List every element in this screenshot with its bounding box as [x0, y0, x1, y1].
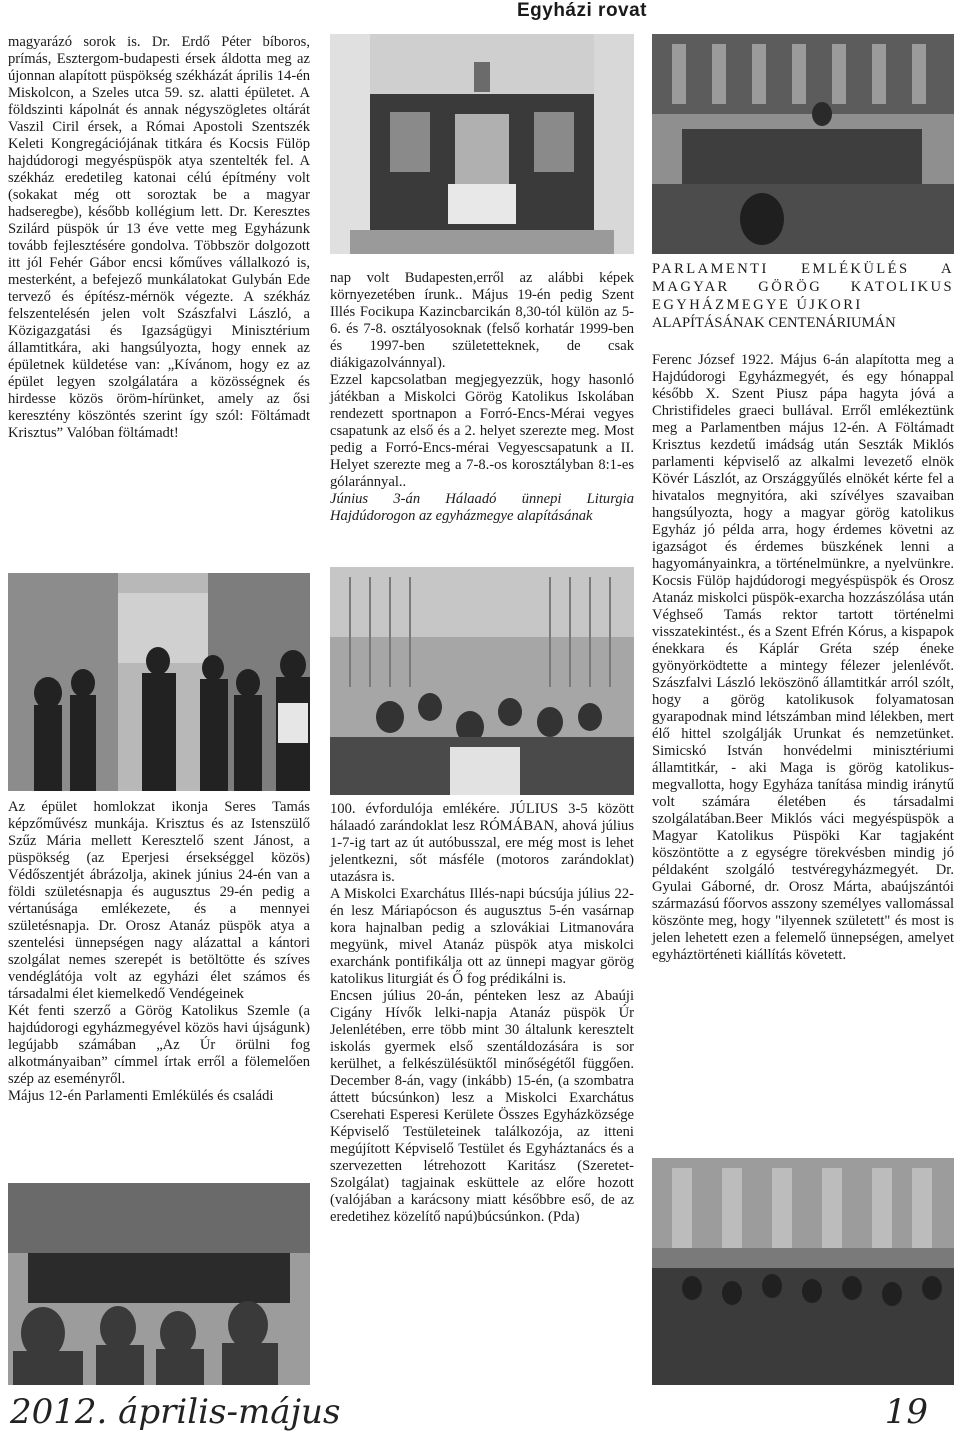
photo-parliament-podium — [652, 34, 954, 254]
article-paragraph: A Miskolci Exarchátus Illés-napi búcsúja július 22-én lesz Máriapócson és augusztus 5-én vasárnap kora hajnalban pedig a szlovákiai Litmanovára megyünk, mivel Atanáz püspök atya miskolci exarchánk pontifikálja ott az ünnepi magyar görög katolikus liturgiát és Ő fog prédikálni is. — [330, 886, 634, 987]
page-number: 19 — [884, 1392, 928, 1432]
photo-parliament-audience — [8, 1183, 310, 1385]
section-heading: ALAPÍTÁSÁNAK CENTENÁRIUMÁN — [652, 315, 896, 331]
article-paragraph: magyarázó sorok is. Dr. Erdő Péter bíboros, prímás, Esztergom-budapesti érsek áldotta meg az újonnan alapított püspökség székházát április 14-én Miskolcon, a Szeles utca 59. sz. alatti épületet. A földszinti kápolnát és annak négyszögletes oltárát Vaszil Ciril érsek, a Római Apostoli Szentszék Keleti Kongregációjának titkára és Kocsis Fülöp hajdúdorogi megyéspüspök atya szentelték fel. A székház eredetileg katonai célú építmény volt (sokakat még ott soroztak be a magyar hadseregbe), később kollégium lett. Dr. Keresztes Szilárd püspök úr 13 éve vette meg Egyházunk tovább fejlesztésére gondolva. Többször dolgozott itt jól Fehér Gábor encsi kőműves vállalkozó is, mesterként, a befejező munkálatokat Gulybán Ede tervező és építész-mérnök végezte. A székház felszentelésén jelen volt Szászfalvi László, a Közigazgatási és Igazságügyi Minisztérium államtitkára, aki hangsúlyozta, hogy ennek az épületnek küldetése van: „Kívánom, hogy ez az épület legyen szolgálatára a közösségnek és hirdesse közös öröm-hírünket, amely az ősi keresztény köszöntés szerint így szól: Föltámadt Krisztus” Valóban föltámadt! — [8, 34, 310, 441]
article-paragraph: Ferenc József 1922. Május 6-án alapította meg a Hajdúdorogi Egyházmegyét, és egy hónappal később X. Szent Piusz pápa hagyta jóvá a Christifideles graeci bullával. Erről emlékeztünk meg a Parlamentben május 12-én. A Föltámadt Krisztus kezdetű imádság után Seszták Miklós parlamenti képviselő az alkalmi levezető elnök Kövér Lászlót, az Országgyűlés elnökét kérte fel a hivatalos megnyitóra, aki szívélyes szavaiban hangsúlyozta, hogy a magyar görög katolikus Egyház jó példa arra, hogy érdemes követni az igazságot és érdemes büszkének lenni a hagyományainkra, a történelmünkre, a nyelvünkre. Kocsis Fülöp hajdúdorogi megyéspüspök és Orosz Atanáz miskolci püspök-exarcha hozzászólása után Véghseő Tamás rektor tartott történelmi visszatekintést., és a Szent Efrén Kórus, a kispapok énekkara és Káplár Gréta szép éneke gyönyörködtette a mintegy félezer jelenlévőt. Szászfalvi László leköszönő államtitkár arról szólt, hogy a görög katolikusok folyamatosan gyarapodnak mind létszámban mind lélekben, mert élő hittel szolgálják Urunkat és nemzetünket. Simicskó István honvédelmi minisztériumi államtitkár, - aki Maga is görög katolikus- megvallotta, hogy Egyháza tanítása mindig iránytű volt számára életében és társadalmi szolgálatában.Beer Miklós váci megyéspüspök a Magyar Katolikus Püspöki Kar tagjaként köszöntötte a z egységre törekvésben mindig jó példaként szolgáló testvéregyházmegyét. Dr. Gyulai Gáborné, dr. Orosz Márta, abaújszántói származású főorvos asszony személyes vallomással köszönte meg, hogy "ilyennek született" és most is jelen lehetett ezen a felemelő ünnepségen, amelyet egyháztörténeti kiállítás követett. — [652, 352, 954, 963]
col2-lower-text — [330, 801, 634, 1226]
article-paragraph: Két fenti szerző a Görög Katolikus Szemle (a hajdúdorogi egyházmegyével közös havi újságunk) legújabb számában „Az Úr örülni fog alkotmányaiban” címmel írtak erről a fölemelően szép az eseményről. — [8, 1003, 310, 1087]
col1-top-text — [8, 34, 310, 442]
section-heading: PARLAMENTI EMLÉKÜLÉS A MAGYAR GÖRÖG KATOLIKUS EGYHÁZMEGYE ÚJKORI — [652, 261, 954, 313]
col1-mid-text — [8, 799, 310, 1105]
section-header: Egyházi rovat — [516, 0, 648, 21]
article-paragraph: 100. évfordulója emlékére. JÚLIUS 3-5 között hálaadó zarándoklat lesz RÓMÁBAN, ahová július 1-7-ig tart az út autóbusszal, ere még most is lehet jelentkezni, sőt másféle (motoros zarándoklat) utazásra is. — [330, 801, 634, 885]
col3-text — [652, 260, 954, 964]
issue-date: 2012. április-május — [10, 1392, 341, 1432]
article-paragraph: Május 12-én Parlamenti Emlékülés és családi — [8, 1088, 274, 1104]
photo-chapel-altar — [330, 34, 634, 254]
article-paragraph: nap volt Budapesten,erről az alábbi képek környezetében írunk.. Május 19-én pedig Szent Illés Focikupa Kazincbarcikán 8,30-tól külön az 5-6. és 7-8. osztályosoknak (felső korhatár 1999-ben és 1997-ben születetteknek, de csak diákigazolvánnyal). — [330, 270, 634, 371]
photo-gym-children — [330, 567, 634, 795]
article-paragraph: Június 3-án Hálaadó ünnepi Liturgia Hajdúdorogon az egyházmegye alapításának — [330, 491, 634, 524]
article-paragraph: Ezzel kapcsolatban megjegyezzük, hogy hasonló játékban a Miskolci Görög Katolikus Iskolában rendezett sportnapon a Forró-Encs-Mérai vegyes csapatunk az első és a 2. helyet szerezte meg. Most pedig a Forró-Encs-mérai Vegyescsapatunk a II. Helyet szerezte meg a 7-8.-os korosztályban 8:1-es gólaránnyal.. — [330, 372, 634, 490]
photo-parliament-hall — [652, 1158, 954, 1385]
article-paragraph: Encsen július 20-án, pénteken lesz az Abaúji Cigány Hívők lelki-napja Atanáz püspök Úr Jelenlétében, erre több mint 30 általunk keresztelt iskolás gyermek első szentáldozására is sor kerülhet, a felkészülésüktől minőségétől függően. December 8-án, vagy (inkább) 15-én, (a szombatra áttett búcsúnkon) lesz a Miskolci Exarchátus Cserehati Esperesi Kerülete Összes Egyházközsége Képviselő Testületeinek találkozója, az itteni megújított Képviselő Testület és Egyháztanács és a szervezetten létrehozott Karitász (Szeretet-Szolgálat) tagjainak esküttele az előre hozott (valójában a karácsony miatt későbbre eső, de az eredetihez közelítő napú)búcsúnkon. (Pda) — [330, 988, 634, 1225]
col2-text — [330, 270, 634, 525]
article-paragraph: Az épület homlokzat ikonja Seres Tamás képzőművész munkája. Krisztus és az Istenszülő Szűz Mária mellett Keresztelő szent Jánost, a püspökség (az Eperjesi érsekséggel közös) Védőszentjét ábrázolja, akinek június 24-én van a földi születésnapja és augusztus 29-én pedig a vértanúsága emlékezete, és a mennyei születésnapja. Dr. Orosz Atanáz püspök atya a szentelési ünnepségen nagy alázattal a kántori szolgálat nemes szerepét is betöltötte és szíves vendéglátója volt az egyházi élet számos és társadalmi élet kiemelkedő Vendégeinek — [8, 799, 310, 1002]
photo-blessing-ceremony — [8, 573, 310, 791]
